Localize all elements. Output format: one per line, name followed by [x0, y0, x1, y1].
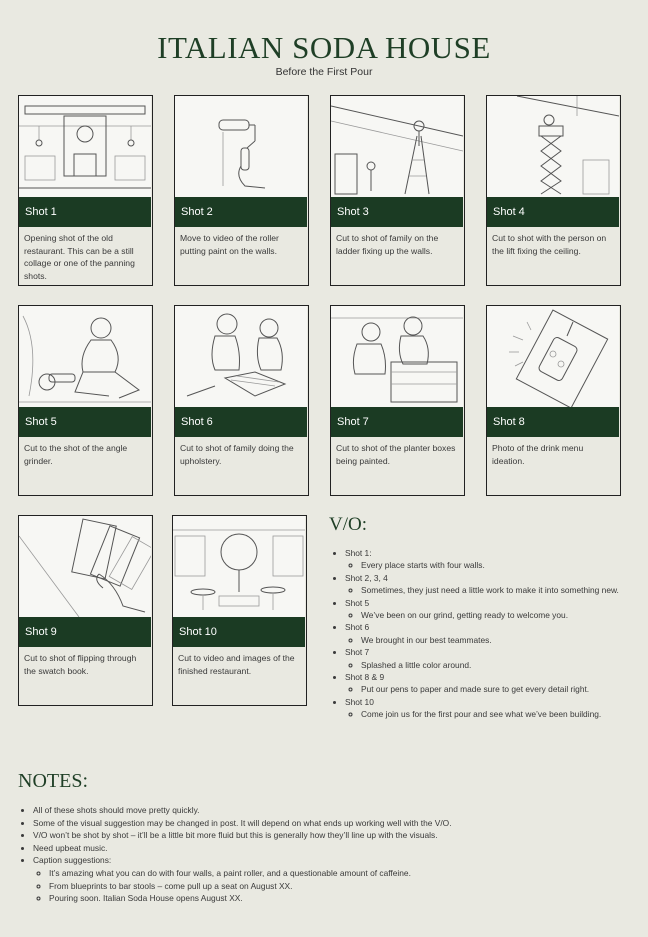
vo-shot: Shot 2, 3, 4 [345, 572, 388, 583]
vo-shot: Shot 5 [345, 597, 370, 608]
vo-line: ◦ Come join us for the first pour and see what we’ve been building. [361, 708, 645, 720]
shot-card-6 [174, 305, 309, 496]
shot-label: Shot 2 [175, 197, 307, 227]
note-item-captions [33, 854, 643, 904]
vo-shot: Shot 8 & 9 [345, 672, 385, 683]
shot-card-7 [330, 305, 465, 496]
vo-heading: V/O: [329, 514, 367, 535]
vo-item [345, 696, 645, 721]
shot-label: Shot 6 [175, 407, 307, 437]
swatch-book-image [19, 516, 151, 618]
vo-item [345, 646, 645, 671]
captions-label: Caption suggestions: [33, 855, 112, 866]
vo-shot: Shot 7 [345, 647, 370, 658]
shot-description: Cut to the shot of the angle grinder. [24, 443, 128, 466]
note-item: • V/O won’t be shot by shot – it’ll be a little bit more fluid but this is generally how they’ll line up with the visuals. [33, 829, 643, 842]
vo-line: ◦ We brought in our best teammates. [361, 634, 645, 646]
vo-item [345, 547, 645, 572]
shot-label: Shot 1 [19, 197, 151, 227]
page-title: ITALIAN SODA HOUSE [157, 30, 491, 65]
note-item: • Some of the visual suggestion may be changed in post. It will depend on what ends up working well with the V/O. [33, 817, 643, 830]
vo-line: ◦ We’ve been on our grind, getting ready to welcome you. [361, 609, 645, 621]
vo-item [345, 671, 645, 696]
old-restaurant-image [19, 96, 151, 198]
shot-description: Cut to shot of the planter boxes being painted. [336, 443, 456, 466]
shot-description: Photo of the drink menu ideation. [492, 443, 584, 466]
shot-label: Shot 10 [173, 617, 305, 647]
shot-card-2 [174, 95, 309, 286]
shot-card-4 [486, 95, 621, 286]
shot-description: Cut to video and images of the finished restaurant. [178, 653, 295, 676]
vo-item [345, 621, 645, 646]
shot-description: Cut to shot of flipping through the swatch book. [24, 653, 137, 676]
shot-description: Cut to shot with the person on the lift fixing the ceiling. [492, 233, 607, 256]
caption-suggestion: ◦ Pouring soon. Italian Soda House opens August XX. [49, 892, 643, 905]
page-subtitle: Before the First Pour [275, 66, 373, 78]
shot-card-3 [330, 95, 465, 286]
shot-card-5 [18, 305, 153, 496]
shot-card-1 [18, 95, 153, 286]
scissor-lift-image [487, 96, 619, 198]
vo-shot: Shot 1: [345, 548, 372, 558]
shot-description: Move to video of the roller putting paint on the walls. [180, 233, 279, 256]
shot-label: Shot 5 [19, 407, 151, 437]
vo-line: ◦ Put our pens to paper and made sure to get every detail right. [361, 683, 645, 695]
shot-card-9 [18, 515, 153, 706]
vo-list [333, 547, 645, 721]
shot-label: Shot 9 [19, 617, 151, 647]
shot-card-10 [172, 515, 307, 706]
vo-line: ◦ Every place starts with four walls. [361, 559, 645, 571]
notes-list [20, 804, 643, 905]
upholstery-image [175, 306, 307, 408]
vo-shot: Shot 6 [345, 622, 370, 633]
vo-item [345, 572, 645, 597]
shot-card-8 [486, 305, 621, 496]
note-item: • All of these shots should move pretty quickly. [33, 804, 643, 817]
caption-suggestion: ◦ From blueprints to bar stools – come pull up a seat on August XX. [49, 880, 643, 893]
shot-label: Shot 3 [331, 197, 463, 227]
vo-item [345, 597, 645, 622]
angle-grinder-image [19, 306, 151, 408]
shot-label: Shot 4 [487, 197, 619, 227]
shot-label: Shot 8 [487, 407, 619, 437]
note-item: • Need upbeat music. [33, 842, 643, 855]
caption-suggestion: ◦ It’s amazing what you can do with four walls, a paint roller, and a questionable amount of caffeine. [49, 867, 643, 880]
finished-restaurant-image [173, 516, 305, 618]
ladder-image [331, 96, 463, 198]
shot-label: Shot 7 [331, 407, 463, 437]
shot-description: Opening shot of the old restaurant. This can be a still collage or one of the panning shots. [24, 233, 135, 281]
shot-description: Cut to shot of family doing the upholstery. [180, 443, 294, 466]
planter-box-image [331, 306, 463, 408]
drink-menu-image [487, 306, 619, 408]
shot-description: Cut to shot of family on the ladder fixing up the walls. [336, 233, 439, 256]
notes-heading: NOTES: [18, 770, 88, 792]
vo-shot: Shot 10 [345, 696, 374, 707]
vo-line: ◦ Splashed a little color around. [361, 659, 645, 671]
vo-line: ◦ Sometimes, they just need a little work to make it into something new. [361, 584, 645, 596]
paint-roller-image [175, 96, 307, 198]
